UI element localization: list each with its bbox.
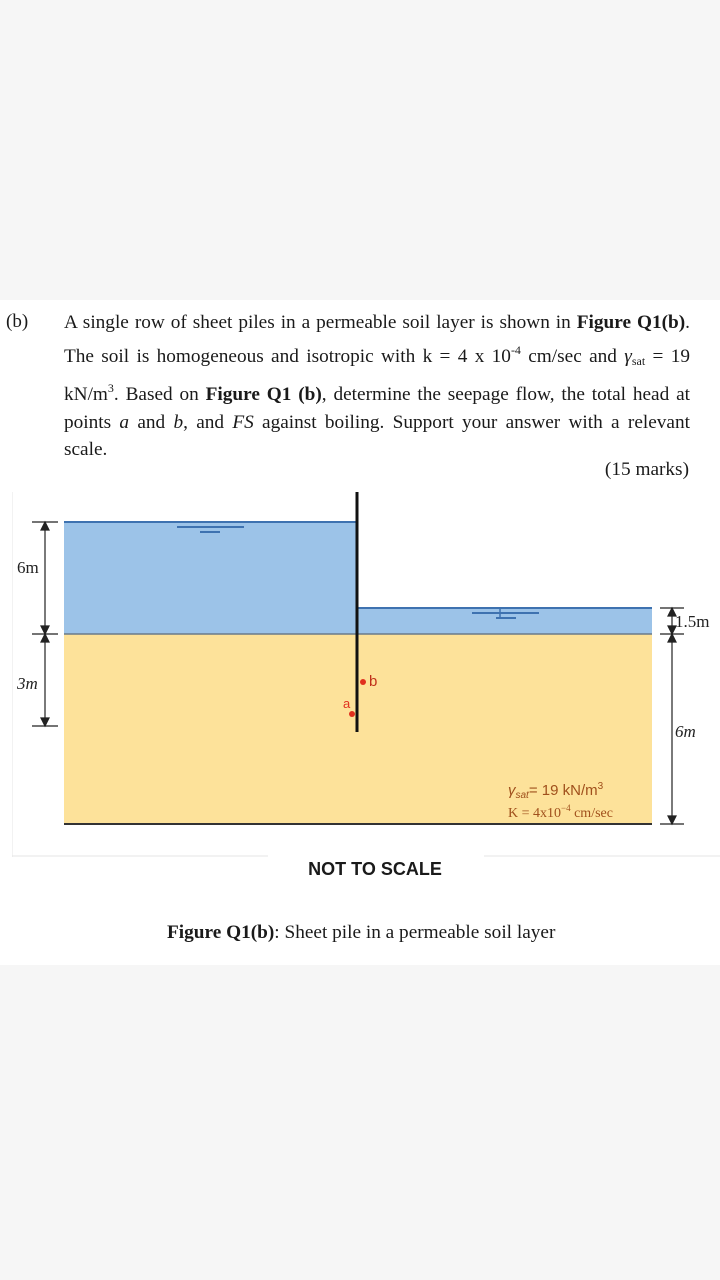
gamma-subscript: sat bbox=[515, 790, 529, 801]
figure-caption: Figure Q1(b): Sheet pile in a permeable soil layer bbox=[167, 922, 556, 943]
question-text: A single row of sheet piles in a permeable soil layer is shown in Figure Q1(b). The soil is homogeneous and isotropic with k = 4 x $10^{-4}$ cm/sec and $\gamma_{sat} = 19$ $kN/m^3$. Based on Figure Q1 (b), determine the seepage flow, the total head at points a and b, and FS against boiling. Support your answer with a relevant scale. bbox=[64, 312, 691, 460]
right-dimension bbox=[660, 608, 684, 824]
dim-right-lower-label: 6m bbox=[675, 722, 696, 741]
not-to-scale-label: NOT TO SCALE bbox=[308, 859, 442, 879]
k-unit: cm/sec bbox=[570, 806, 613, 821]
gamma-value: = 19 kN/m bbox=[528, 782, 598, 799]
k-exponent: −4 bbox=[561, 803, 571, 813]
dim-left-upper-label: 6m bbox=[17, 558, 39, 577]
gamma-symbol: γ bbox=[508, 782, 516, 799]
k-value: K = 4x10 bbox=[508, 806, 562, 821]
question-label: (b) bbox=[6, 311, 29, 332]
gamma-exponent: 3 bbox=[597, 781, 604, 792]
figure-q1b bbox=[12, 492, 720, 857]
point-b-label: b bbox=[369, 673, 378, 690]
soil-permeability-label bbox=[508, 803, 613, 821]
sheet-pile-diagram bbox=[12, 492, 720, 857]
point-a-marker bbox=[349, 711, 355, 717]
left-dimension bbox=[32, 522, 58, 726]
downstream-water bbox=[357, 608, 652, 634]
point-b-marker bbox=[360, 679, 366, 685]
dim-left-lower-label: 3m bbox=[17, 674, 38, 693]
point-a-label: a bbox=[343, 696, 351, 711]
dim-right-upper-label: 1.5m bbox=[675, 612, 710, 631]
marks-label: (15 marks) bbox=[604, 459, 689, 480]
upstream-water bbox=[64, 522, 357, 634]
